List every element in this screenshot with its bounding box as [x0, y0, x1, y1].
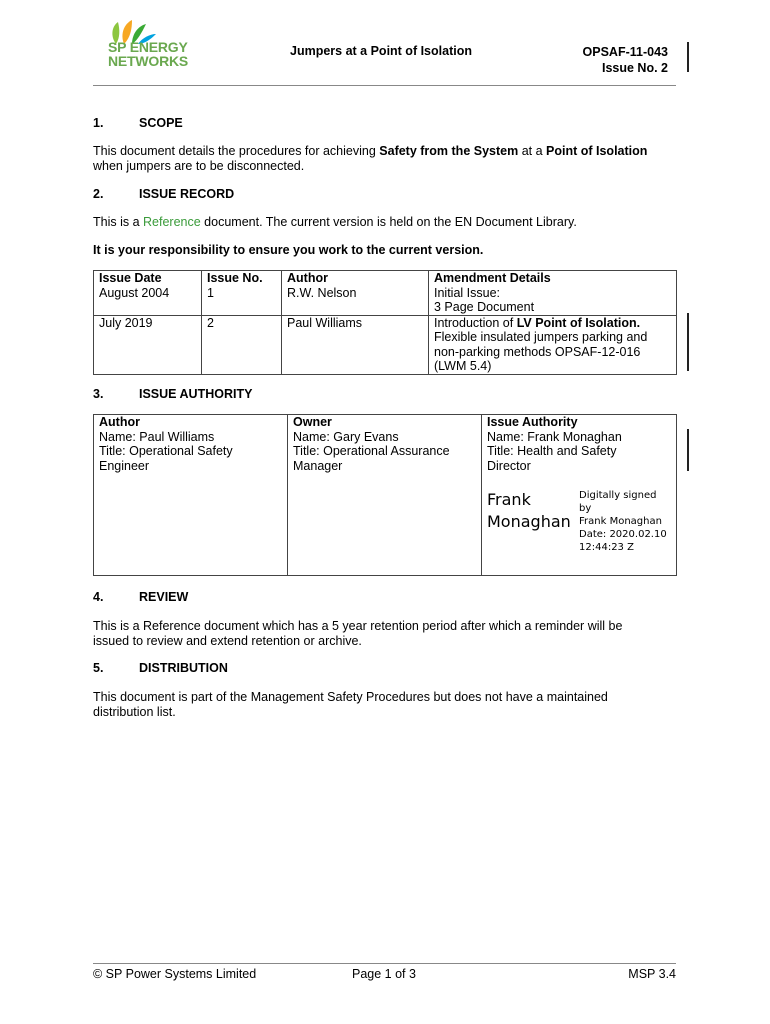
table-header-row [94, 415, 677, 430]
footer-divider [93, 963, 676, 964]
sp-energy-networks-logo [100, 18, 210, 73]
issue-record-table [93, 270, 677, 375]
scope-text-a: This document details the procedures for achieving [93, 144, 380, 158]
reference-link[interactable]: Reference [143, 215, 201, 229]
revision-bar [687, 429, 689, 471]
table-header: Author [282, 271, 429, 286]
table-header: Author [94, 415, 288, 430]
issue-record-text-c: document. The current version is held on the EN Document Library. [200, 215, 577, 229]
section-number: 4. [93, 590, 104, 604]
issuer-name: Name: Frank Monaghan [487, 429, 622, 444]
signature-info-line: Digitally signed by [579, 490, 657, 514]
section-number: 1. [93, 116, 104, 130]
signature-info-line: Frank Monaghan [579, 516, 662, 527]
issuer-cell [482, 430, 677, 576]
signature-name [487, 489, 571, 533]
review-line: issued to review and extend retention or archive. [93, 634, 362, 648]
table-row [94, 286, 677, 316]
header-divider [93, 85, 676, 86]
owner-title-cont: Manager [293, 458, 343, 473]
author-cell [94, 430, 288, 576]
table-row [94, 315, 677, 374]
signature-info [579, 489, 671, 554]
amendment-line: Flexible insulated jumpers parking and [434, 330, 648, 344]
amendment-bold: LV Point of Isolation. [516, 315, 641, 330]
amendment-line: (LWM 5.4) [434, 359, 492, 373]
amendment-prefix: Introduction of [434, 315, 517, 330]
document-ref-number: OPSAF-11-043 [582, 45, 668, 59]
owner-name: Name: Gary Evans [293, 429, 399, 444]
section-number: 3. [93, 387, 104, 401]
amendment-line [434, 316, 671, 331]
document-title: Jumpers at a Point of Isolation [290, 44, 472, 58]
table-cell: 2 [202, 315, 282, 374]
scope-text-c: at a [518, 144, 547, 158]
table-cell: August 2004 [94, 286, 202, 316]
section-number: 5. [93, 661, 104, 675]
table-cell: Paul Williams [282, 315, 429, 374]
logo-line-1: SP ENERGY [108, 39, 188, 55]
signature-info-line: Date: 2020.02.10 [579, 529, 667, 540]
document-issue-number: Issue No. 2 [602, 61, 668, 75]
author-title-cont: Engineer [99, 458, 150, 473]
table-cell [429, 315, 677, 374]
table-cell: July 2019 [94, 315, 202, 374]
table-header: Amendment Details [429, 271, 677, 286]
logo-line-2: NETWORKS [108, 53, 189, 69]
issue-record-text-a: This is a [93, 215, 144, 229]
owner-cell [288, 430, 482, 576]
issuer-title-cont: Director [487, 458, 531, 473]
review-paragraph [93, 619, 676, 649]
owner-title: Title: Operational Assurance [293, 444, 450, 458]
responsibility-statement: It is your responsibility to ensure you work to the current version. [93, 243, 484, 257]
signature-name-line1: Frank [487, 490, 531, 509]
review-line: This is a Reference document which has a 5 year retention period after which a reminder will be [93, 619, 623, 633]
signature-info-line: 12:44:23 Z [579, 542, 634, 553]
document-reference [583, 44, 668, 76]
section-title: DISTRIBUTION [139, 661, 228, 675]
issue-authority-table [93, 414, 677, 576]
amendment-line: 3 Page Document [434, 300, 535, 314]
table-header: Owner [288, 415, 482, 430]
revision-bar [687, 313, 689, 371]
section-title: ISSUE AUTHORITY [139, 387, 253, 401]
issuer-title: Title: Health and Safety [487, 444, 617, 458]
footer-msp: MSP 3.4 [628, 967, 676, 981]
table-header: Issue No. [202, 271, 282, 286]
distribution-paragraph [93, 690, 676, 720]
distribution-line: distribution list. [93, 705, 176, 719]
scope-text-b: Safety from the System [379, 144, 519, 158]
amendment-line: non-parking methods OPSAF-12-016 [434, 344, 641, 359]
table-row [94, 430, 677, 576]
footer-page-number: Page 1 of 3 [352, 967, 416, 981]
section-number: 2. [93, 187, 104, 201]
issue-record-paragraph [93, 215, 676, 230]
author-name: Name: Paul Williams [99, 429, 215, 444]
table-cell: R.W. Nelson [282, 286, 429, 316]
footer-copyright: © SP Power Systems Limited [93, 967, 257, 981]
distribution-line: This document is part of the Management Safety Procedures but does not have a maintained [93, 690, 608, 704]
section-title: SCOPE [139, 116, 183, 130]
table-cell: 1 [202, 286, 282, 316]
section-title: ISSUE RECORD [139, 187, 235, 201]
amendment-line: Initial Issue: [434, 285, 501, 300]
signature-name-line2: Monaghan [487, 512, 571, 531]
digital-signature[interactable] [487, 473, 671, 563]
scope-text-e: when jumpers are to be disconnected. [93, 159, 305, 173]
revision-bar [687, 42, 689, 72]
scope-paragraph [93, 144, 676, 174]
table-header: Issue Authority [482, 415, 677, 430]
scope-text-d: Point of Isolation [546, 144, 648, 158]
table-header-row [94, 271, 677, 286]
section-title: REVIEW [139, 590, 189, 604]
table-header: Issue Date [94, 271, 202, 286]
table-cell [429, 286, 677, 316]
author-title: Title: Operational Safety [99, 444, 233, 458]
